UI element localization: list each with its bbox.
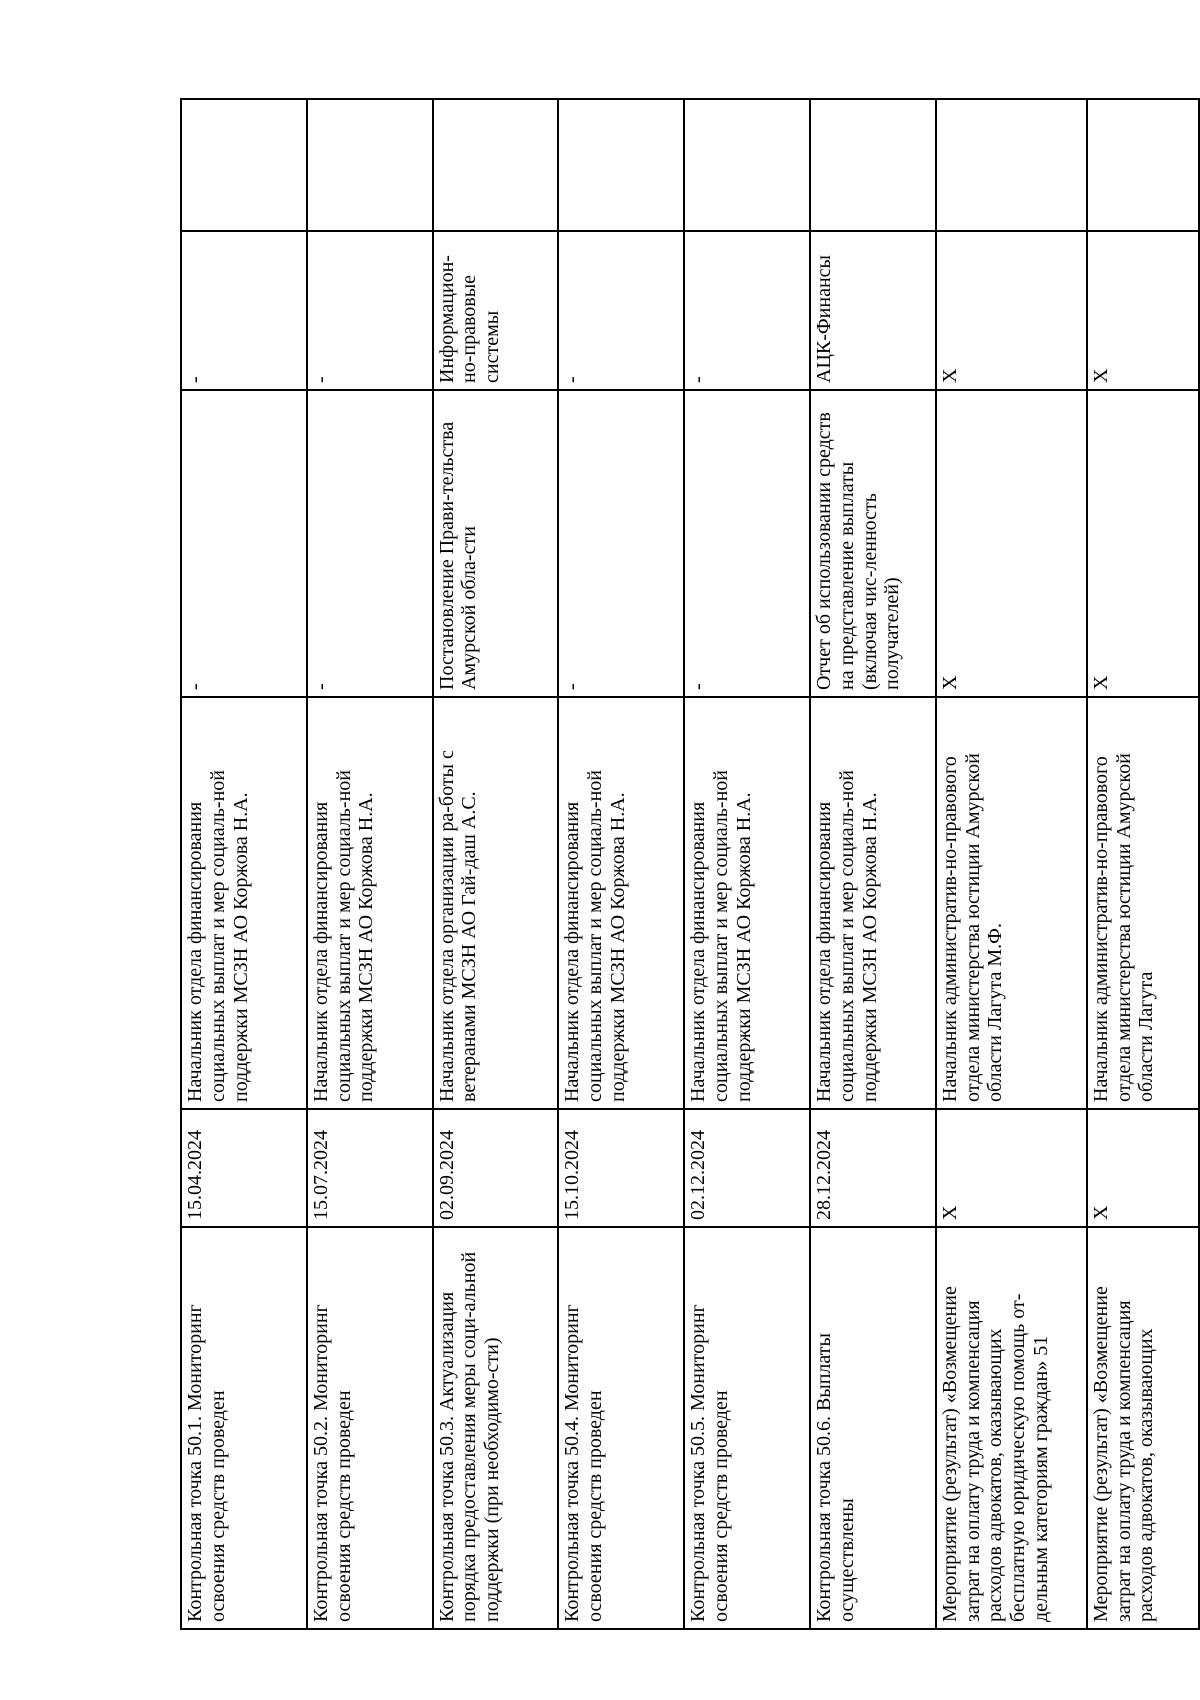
cell-responsible: Начальник отдела финансирования социальных выплат и мер социаль-ной поддержки МСЗН АО Коржова Н.А. — [181, 697, 307, 1109]
cell-system: - — [181, 231, 307, 390]
table-row — [936, 99, 1087, 1629]
cell-responsible: Начальник отдела финансирования социальных выплат и мер социаль-ной поддержки МСЗН АО Коржова Н.А. — [684, 697, 810, 1109]
cell-date: 28.12.2024 — [810, 1109, 936, 1227]
cell-name: Мероприятие (результат) «Возмещение затрат на оплату труда и компенсация расходов адвокатов, оказывающих — [1087, 1227, 1199, 1629]
table-row — [433, 99, 559, 1629]
cell-system: АЦК-Финансы — [810, 231, 936, 390]
implementation-plan-table — [180, 98, 1200, 1630]
cell-document: - — [181, 390, 307, 697]
cell-empty — [558, 99, 684, 231]
cell-system: Информацион-но-правовые системы — [433, 231, 559, 390]
cell-date: 15.07.2024 — [307, 1109, 433, 1227]
cell-empty — [307, 99, 433, 231]
cell-document: X — [936, 390, 1087, 697]
table-row — [684, 99, 810, 1629]
cell-responsible: Начальник административ-но-правового отдела министерства юстиции Амурской области Лагута М.Ф. — [936, 697, 1087, 1109]
cell-empty — [684, 99, 810, 231]
cell-name: Контрольная точка 50.2. Мониторинг освоения средств проведен — [307, 1227, 433, 1629]
cell-empty — [936, 99, 1087, 231]
cell-name: Контрольная точка 50.6. Выплаты осуществлены — [810, 1227, 936, 1629]
table-row — [810, 99, 936, 1629]
cell-document: X — [1087, 390, 1199, 697]
table-row — [1087, 99, 1199, 1629]
table-row — [307, 99, 433, 1629]
cell-document: - — [307, 390, 433, 697]
cell-name: Контрольная точка 50.4. Мониторинг освоения средств проведен — [558, 1227, 684, 1629]
cell-date: 15.04.2024 — [181, 1109, 307, 1227]
table-row — [181, 99, 307, 1629]
table-row — [558, 99, 684, 1629]
cell-system: X — [936, 231, 1087, 390]
cell-system: - — [307, 231, 433, 390]
cell-date: 02.09.2024 — [433, 1109, 559, 1227]
cell-empty — [1087, 99, 1199, 231]
cell-empty — [181, 99, 307, 231]
cell-responsible: Начальник отдела организации ра-боты с ветеранами МСЗН АО Гай-даш А.С. — [433, 697, 559, 1109]
cell-document: - — [558, 390, 684, 697]
cell-name: Мероприятие (результат) «Возмещение затрат на оплату труда и компенсация расходов адвокатов, оказывающих бесплатную юридическую помощь от-дельным категориям граждан» 51 — [936, 1227, 1087, 1629]
cell-system: X — [1087, 231, 1199, 390]
cell-date: X — [1087, 1109, 1199, 1227]
cell-responsible: Начальник отдела финансирования социальных выплат и мер социаль-ной поддержки МСЗН АО Коржова Н.А. — [307, 697, 433, 1109]
cell-responsible: Начальник отдела финансирования социальных выплат и мер социаль-ной поддержки МСЗН АО Коржова Н.А. — [810, 697, 936, 1109]
cell-document: Отчет об использовании средств на представление выплаты (включая чис-ленность получателей) — [810, 390, 936, 697]
cell-empty — [433, 99, 559, 231]
cell-system: - — [558, 231, 684, 390]
cell-date: 02.12.2024 — [684, 1109, 810, 1227]
rotated-table-wrapper — [180, 100, 1200, 1630]
cell-date: X — [936, 1109, 1087, 1227]
cell-date: 15.10.2024 — [558, 1109, 684, 1227]
cell-document: Постановление Прави-тельства Амурской обла-сти — [433, 390, 559, 697]
cell-name: Контрольная точка 50.5. Мониторинг освоения средств проведен — [684, 1227, 810, 1629]
cell-empty — [810, 99, 936, 231]
cell-responsible: Начальник отдела финансирования социальных выплат и мер социаль-ной поддержки МСЗН АО Коржова Н.А. — [558, 697, 684, 1109]
cell-document: - — [684, 390, 810, 697]
cell-system: - — [684, 231, 810, 390]
cell-name: Контрольная точка 50.3. Актуализация порядка предоставления меры соци-альной поддержки (при необходимо-сти) — [433, 1227, 559, 1629]
cell-name: Контрольная точка 50.1. Мониторинг освоения средств проведен — [181, 1227, 307, 1629]
cell-responsible: Начальник административ-но-правового отдела министерства юстиции Амурской области Лагута — [1087, 697, 1199, 1109]
